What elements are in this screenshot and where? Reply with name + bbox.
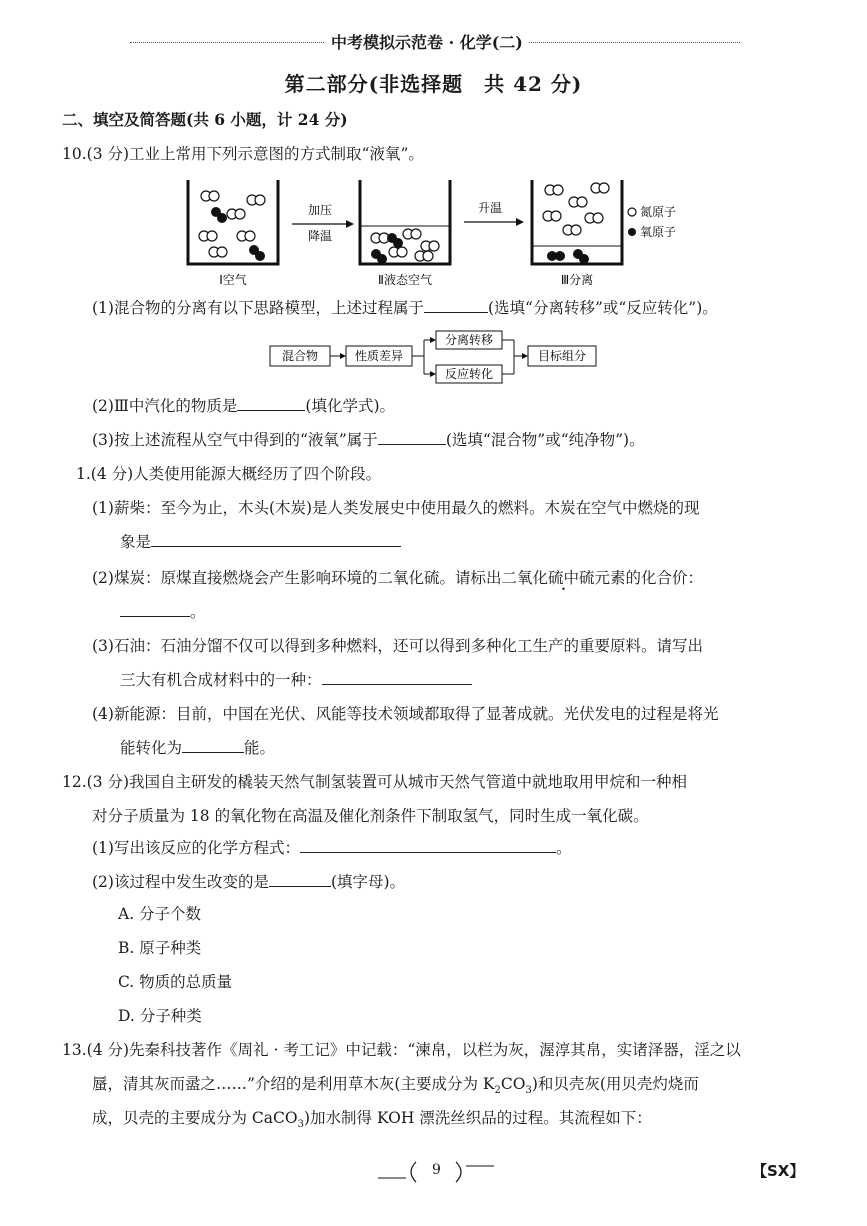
q10-part2: (2)Ⅲ中汽化的物质是 (填化学式)。 — [92, 397, 396, 415]
q12-part2: (2)该过程中发生改变的是 (填字母)。 — [92, 873, 406, 891]
q11-part4-answer-blank[interactable] — [182, 738, 244, 753]
q12-stem-line2: 对分子质量为 18 的氧化物在高温及催化剂条件下制取氢气，同时生成一氧化碳。 — [92, 807, 649, 825]
q12-option-a: A. 分子个数 — [118, 905, 202, 923]
q11-part3-line1: (3)石油：石油分馏不仅可以得到多种燃料，还可以得到多种化工生产的重要原料。请写出 — [92, 637, 703, 655]
q13-line1: 13.(4 分)先秦科技著作《周礼 · 考工记》中记载：“湅帛，以栏为灰，渥淳其帛，实诸泽器，淫之以 — [62, 1041, 741, 1059]
legend-nitrogen: 氮原子 — [640, 205, 677, 219]
q11-stem: 1.(4 分)人类使用能源大概经历了四个阶段。 — [76, 465, 382, 483]
q11-part2-line2: 。 — [120, 600, 206, 622]
q12-option-b: B. 原子种类 — [118, 939, 202, 957]
q11-part1-line2: 象是 — [120, 530, 401, 552]
q12-part1: (1)写出该反应的化学方程式： 。 — [92, 839, 572, 857]
q10-part1: (1)混合物的分离有以下思路模型，上述过程属于 (选填“分离转移”或“反应转化”)。 — [92, 299, 718, 317]
q13-line2: 蜃，清其灰而盝之……”介绍的是利用草木灰(主要成分为 $K_2CO_3$)和贝壳灰(用贝壳灼烧而 — [92, 1075, 699, 1097]
page-number: 9 — [432, 1162, 441, 1178]
beaker-1 — [188, 180, 278, 264]
q11-part1-answer-blank[interactable] — [151, 532, 401, 547]
part-title: 第二部分(非选择题 共 42 分) — [284, 72, 583, 96]
arrow-2-top: 升温 — [477, 201, 503, 215]
q11-part1-line1: (1)薪柴：至今为止，木头(木炭)是人类发展史中使用最久的燃料。木炭在空气中燃烧的现 — [92, 499, 700, 517]
section-title: 二、填空及简答题(共 6 小题，计 24 分) — [62, 110, 348, 129]
q10-flow-diagram — [268, 330, 608, 386]
q11-part3-answer-blank[interactable] — [322, 670, 472, 685]
q10-part2-answer-blank[interactable] — [237, 396, 305, 411]
beaker-2 — [360, 180, 450, 264]
arrow-1-bottom: 降温 — [307, 229, 333, 243]
nitrogen-atom-icon — [628, 208, 636, 216]
q12-stem-line1: 12.(3 分)我国自主研发的橇装天然气制氢装置可从城市天然气管道中就地取用甲烷和一种相 — [62, 773, 688, 791]
q11-part4-line2: 能转化为 能。 — [120, 739, 276, 757]
q11-part3-line2: 三大有机合成材料中的一种： — [120, 668, 472, 690]
q10-stem: 10.(3 分)工业上常用下列示意图的方式制取“液氧”。 — [62, 145, 424, 163]
flow-text-separation: 分离转移 — [444, 333, 494, 347]
q10-figure — [170, 172, 710, 290]
beaker-1-label: Ⅰ空气 — [219, 273, 247, 287]
arrow-1 — [292, 202, 354, 243]
flow-text-property: 性质差异 — [354, 349, 404, 363]
beaker-3 — [532, 180, 622, 264]
q12-part2-answer-blank[interactable] — [269, 872, 331, 887]
figure-legend — [628, 205, 676, 239]
q12-option-d: D. 分子种类 — [118, 1007, 202, 1025]
q10-part3-answer-blank[interactable] — [378, 430, 446, 445]
flow-text-reaction: 反应转化 — [444, 367, 494, 381]
q12-option-c: C. 物质的总质量 — [118, 973, 233, 991]
arrow-1-top: 加压 — [307, 203, 333, 217]
region-code: 【SX】 — [752, 1162, 805, 1180]
flow-text-target: 目标组分 — [537, 349, 587, 363]
beaker-3-label: Ⅲ分离 — [560, 273, 594, 287]
header-title: 中考模拟示范卷 · 化学(二) — [325, 30, 529, 53]
q11-part2-line1: (2)煤炭：原煤直接燃烧会产生影响环境的二氧化硫。请标出二氧化硫中硫元素 •的化合价： — [92, 566, 703, 588]
beaker-2-label: Ⅱ液态空气 — [378, 273, 432, 287]
q10-part1-answer-blank[interactable] — [424, 298, 488, 313]
arrow-2 — [464, 200, 524, 226]
q11-part4-line1: (4)新能源：目前，中国在光伏、风能等技术领域都取得了显著成就。光伏发电的过程是将光 — [92, 705, 719, 723]
legend-oxygen: 氧原子 — [640, 225, 677, 239]
q12-part1-answer-blank[interactable] — [300, 838, 556, 853]
q10-part3: (3)按上述流程从空气中得到的“液氧”属于 (选填“混合物”或“纯净物”)。 — [92, 431, 645, 449]
q11-part2-answer-blank[interactable] — [120, 602, 190, 617]
page-number-block — [376, 1158, 496, 1188]
exam-header — [130, 30, 740, 54]
oxygen-atom-icon — [628, 228, 636, 236]
q13-line3: 成，贝壳的主要成分为 CaCO$_3$)加水制得 KOH 漂洗丝织品的过程。其流程如下： — [92, 1109, 652, 1131]
flow-text-mixture: 混合物 — [281, 349, 319, 363]
